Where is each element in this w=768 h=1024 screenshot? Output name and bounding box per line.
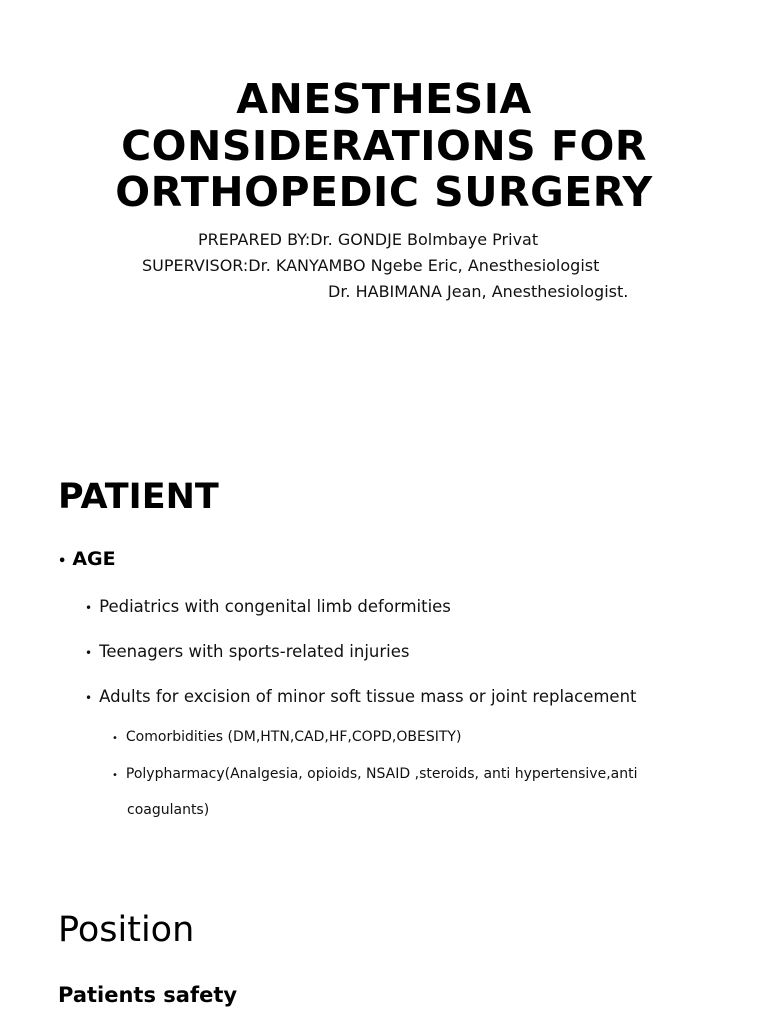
bullet-text: Adults for excision of minor soft tissue mass or joint replacement: [99, 687, 637, 706]
title-line: CONSIDERATIONS FOR: [121, 121, 647, 170]
patients-safety-heading: Patients safety: [58, 983, 238, 1007]
sub-bullet-item: [112, 766, 637, 782]
bullet-label: AGE: [72, 548, 116, 570]
title-line: ANESTHESIA: [236, 75, 532, 123]
bullet-dot-icon: •: [112, 733, 118, 744]
bullet-item: [85, 687, 637, 706]
sub-bullet-text: Comorbidities (DM,HTN,CAD,HF,COPD,OBESITY): [125, 729, 462, 745]
bullet-dot-icon: •: [85, 601, 93, 615]
bullet-item: [85, 597, 451, 616]
sub-bullet-item: [112, 729, 461, 745]
patient-heading: PATIENT: [58, 477, 219, 517]
supervisor-line: SUPERVISOR:Dr. KANYAMBO Ngebe Eric, Anesthesiologist: [142, 256, 600, 275]
prepared-by-line: PREPARED BY:Dr. GONDJE Bolmbaye Privat: [198, 230, 539, 249]
bullet-text: Pediatrics with congenital limb deformities: [99, 597, 451, 616]
position-heading: Position: [58, 910, 195, 950]
sub-bullet-text: Polypharmacy(Analgesia, opioids, NSAID ,steroids, anti hypertensive,anti: [125, 766, 638, 782]
bullet-dot-icon: •: [85, 646, 93, 660]
supervisor-line-2: Dr. HABIMANA Jean, Anesthesiologist.: [328, 282, 629, 301]
sub-bullet-continuation: coagulants): [127, 802, 210, 818]
title-line: ORTHOPEDIC SURGERY: [115, 168, 653, 216]
bullet-dot-icon: •: [85, 691, 93, 705]
bullet-text: Teenagers with sports-related injuries: [99, 642, 410, 661]
bullet-dot-icon: •: [112, 770, 118, 781]
bullet-item: [85, 642, 410, 661]
bullet-age: [58, 548, 116, 570]
bullet-dot-icon: •: [58, 554, 67, 569]
slide-title: [0, 76, 768, 216]
